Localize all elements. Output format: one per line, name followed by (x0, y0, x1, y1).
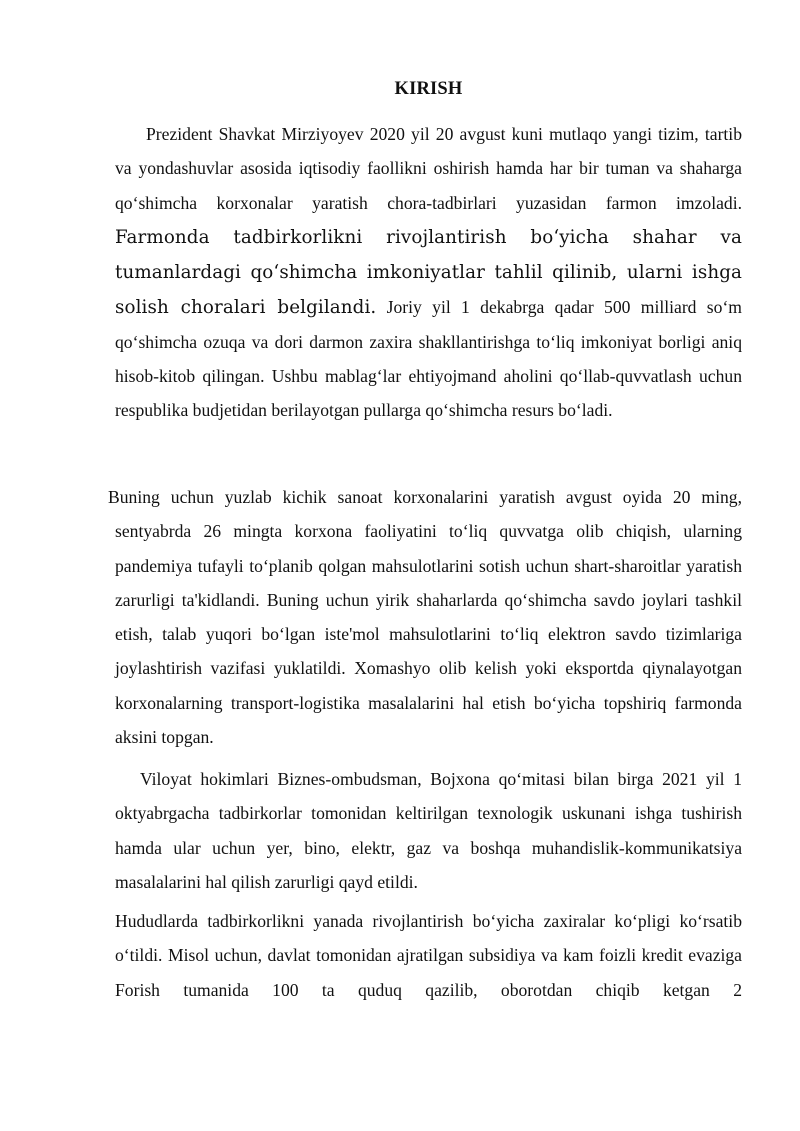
paragraph-1-text-end: Joriy yil 1 dekabrga qadar 500 milliard so‘m qo‘shimcha ozuqa va dori darmon zaxira shakllantirishga to‘liq imkoniyat borligi aniq hisob-kitob qilingan. Ushbu mablag‘lar ehtiyojmand aholini qo‘llab-quvvatlash uchun respublika budjetidan berilayotgan pullarga qo‘shimcha resurs bo‘ladi. (115, 296, 742, 421)
paragraph-1-text-start: Prezident Shavkat Mirziyoyev 2020 yil 20 avgust kuni mutlaqo yangi tizim, tartib va yondashuvlar asosida iqtisodiy faollikni oshirish hamda har bir tuman va shaharga qo‘shimcha korxonalar yaratish chora-tadbirlari yuzasidan farmon imzoladi. (115, 124, 742, 213)
paragraph-4: Hududlarda tadbirkorlikni yanada rivojlantirish bo‘yicha zaxiralar ko‘pligi ko‘rsatib o‘tildi. Misol uchun, davlat tomonidan ajratilgan subsidiya va kam foizli kredit evaziga Forish tumanida 100 ta quduq qazilib, oborotdan chiqib ketgan 2 (115, 911, 742, 1000)
paragraph-1-emphasis: Farmonda tadbirkorlikni rivojlantirish bo‘yicha shahar va tumanlardagi qo‘shimcha imkoniyatlar tahlil qilinib, ularni ishga solish choralari belgilandi. (115, 226, 742, 318)
paragraph-1 (115, 117, 742, 428)
page-title: KIRISH (394, 79, 463, 99)
paragraph-3: Viloyat hokimlari Biznes-ombudsman, Bojxona qo‘mitasi bilan birga 2021 yil 1 oktyabrgacha tadbirkorlar tomonidan keltirilgan texnologik uskunani ishga tushirish hamda ular uchun yer, bino, elektr, gaz va boshqa muhandislik-kommunikatsiya masalalarini hal qilish zarurligi qayd etildi. (115, 769, 742, 892)
paragraph-2: Buning uchun yuzlab kichik sanoat korxonalarini yaratish avgust oyida 20 ming, sentyabrda 26 mingta korxona faoliyatini to‘liq quvvatga olib chiqish, ularning pandemiya tufayli to‘planib qolgan mahsulotlarini sotish uchun shart-sharoitlar yaratish zarurligi ta'kidlandi. Buning uchun yirik shaharlarda qo‘shimcha savdo joylari tashkil etish, talab yuqori bo‘lgan iste'mol mahsulotlarini to‘liq elektron savdo tizimlariga joylashtirish vazifasi yuklatildi. Xomashyo olib kelish yoki eksportda qiynalayotgan korxonalarning transport-logistika masalalarini hal etish bo‘yicha topshiriq farmonda aksini topgan. (108, 487, 742, 748)
